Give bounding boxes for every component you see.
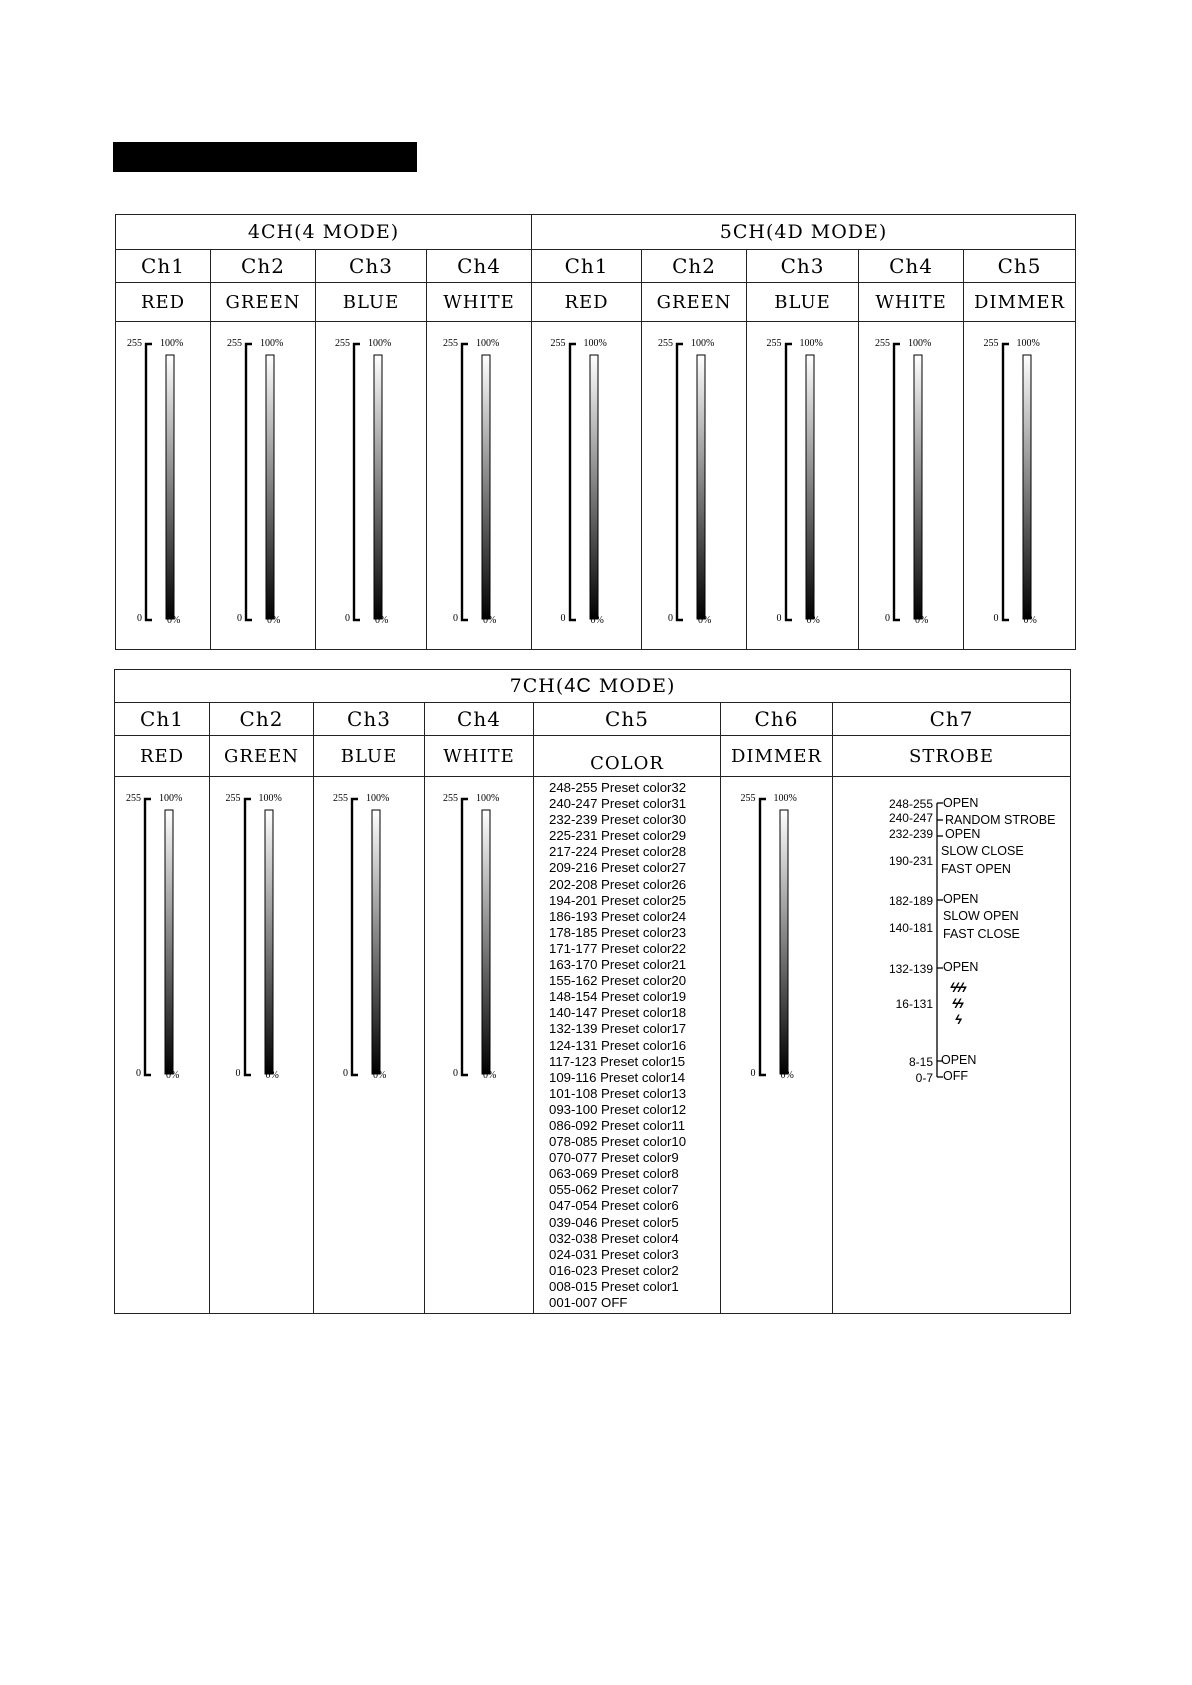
gauge-bottom-value: 0 <box>137 613 142 624</box>
dmx-value-gauge <box>329 336 413 626</box>
gauge-top-value: 255 <box>740 793 756 804</box>
gauge-top-value: 255 <box>983 338 999 349</box>
channel-number: Ch1 <box>116 250 211 283</box>
gauge-ramp-icon <box>437 791 521 1081</box>
strobe-label: FAST CLOSE <box>943 927 1020 941</box>
channel-number: Ch1 <box>115 703 210 736</box>
strobe-label: OPEN <box>941 1053 977 1067</box>
gauge-top-percent: 100% <box>476 338 500 349</box>
gauge-bottom-value: 0 <box>668 613 674 624</box>
gauge-top-value: 255 <box>766 338 782 349</box>
gauge-cell <box>747 322 859 650</box>
color-preset-item: 109-116 Preset color14 <box>549 1069 686 1085</box>
gauge-top-value: 255 <box>443 338 459 349</box>
strobe-label: OPEN <box>943 960 979 974</box>
channel-function: GREEN <box>642 283 747 322</box>
gauge-top-value: 255 <box>227 338 242 349</box>
mode-suffix: MODE) <box>591 674 676 697</box>
gauge-bottom-percent: 0% <box>265 1070 279 1081</box>
strobe-label: SLOW CLOSE <box>941 844 1024 858</box>
gauge-cell <box>642 322 747 650</box>
gauge-bottom-percent: 0% <box>483 1070 497 1081</box>
channel-number: Ch2 <box>642 250 747 283</box>
color-preset-item: 248-255 Preset color32 <box>549 780 687 795</box>
channel-function: WHITE <box>425 736 534 777</box>
color-preset-item: 232-239 Preset color30 <box>549 812 687 828</box>
gauge-ramp-icon <box>545 336 629 626</box>
gauge-bottom-value: 0 <box>345 613 350 624</box>
color-preset-item: 032-038 Preset color4 <box>549 1230 679 1246</box>
gauge-bottom-percent: 0% <box>375 615 389 626</box>
gauge-cell <box>532 322 642 650</box>
gauge-ramp-icon <box>121 336 205 626</box>
gauge-top-value: 255 <box>126 793 141 804</box>
strobe-label: OPEN <box>943 892 979 906</box>
strobe-range: 232-239 <box>888 827 933 841</box>
dmx-table-7ch <box>114 669 1071 1314</box>
gauge-top-value: 255 <box>443 793 458 804</box>
strobe-ranges <box>833 777 1071 1314</box>
dmx-value-gauge <box>761 336 845 626</box>
color-preset-item: 117-123 Preset color15 <box>549 1053 686 1069</box>
gauge-top-value: 255 <box>127 338 142 349</box>
color-preset-item: 171-177 Preset color22 <box>549 940 687 956</box>
gauge-bottom-percent: 0% <box>1023 615 1037 626</box>
color-preset-item: 202-208 Preset color26 <box>549 876 687 892</box>
medium-strobe-icon: ϟϟ <box>952 996 962 1011</box>
dmx-value-gauge <box>121 336 205 626</box>
strobe-range: 182-189 <box>888 894 933 908</box>
dmx-value-gauge <box>735 791 819 1081</box>
gauge-bottom-value: 0 <box>237 613 242 624</box>
channel-number: Ch4 <box>425 703 534 736</box>
dmx-value-gauge <box>437 336 521 626</box>
channel-number: Ch4 <box>859 250 964 283</box>
color-preset-item: 186-193 Preset color24 <box>549 908 687 924</box>
gauge-ramp-icon <box>869 336 953 626</box>
color-preset-item: 070-077 Preset color9 <box>549 1150 679 1166</box>
gauge-top-value: 255 <box>335 338 350 349</box>
gauge-cell <box>859 322 964 650</box>
gauge-ramp-icon <box>978 336 1062 626</box>
color-preset-item: 209-216 Preset color27 <box>549 860 687 876</box>
color-preset-item: 047-054 Preset color6 <box>549 1198 679 1214</box>
gauge-bottom-value: 0 <box>136 1068 141 1079</box>
gauge-ramp-icon <box>652 336 736 626</box>
gauge-top-percent: 100% <box>258 793 282 804</box>
strobe-range: 8-15 <box>908 1055 933 1069</box>
channel-number: Ch5 <box>534 703 721 736</box>
gauge-ramp-icon <box>220 791 304 1081</box>
gauge-bottom-percent: 0% <box>780 1070 794 1081</box>
gauge-bottom-value: 0 <box>750 1068 756 1079</box>
gauge-bottom-value: 0 <box>343 1068 348 1079</box>
section-title-redacted <box>113 142 417 172</box>
strobe-label: RANDOM STROBE <box>945 813 1056 827</box>
channel-number: Ch2 <box>211 250 316 283</box>
gauge-bottom-value: 0 <box>993 613 999 624</box>
color-preset-item: 155-162 Preset color20 <box>549 973 687 989</box>
gauge-bottom-percent: 0% <box>806 615 820 626</box>
color-preset-item: 024-031 Preset color3 <box>549 1246 679 1262</box>
channel-function: GREEN <box>211 283 316 322</box>
gauge-top-percent: 100% <box>773 793 797 804</box>
color-preset-item: 217-224 Preset color28 <box>549 844 687 860</box>
gauge-cell <box>427 322 532 650</box>
gauge-top-percent: 100% <box>476 793 500 804</box>
color-preset-item: 078-085 Preset color10 <box>549 1134 687 1150</box>
channel-number: Ch3 <box>316 250 427 283</box>
gauge-top-percent: 100% <box>260 338 284 349</box>
color-preset-item: 225-231 Preset color29 <box>549 828 687 844</box>
gauge-bottom-value: 0 <box>235 1068 241 1079</box>
strobe-label: OPEN <box>943 796 979 810</box>
channel-number: Ch5 <box>964 250 1076 283</box>
color-preset-item: 178-185 Preset color23 <box>549 924 687 940</box>
gauge-cell <box>115 777 210 1314</box>
gauge-cell <box>316 322 427 650</box>
dmx-value-gauge <box>545 336 629 626</box>
color-preset-item: 055-062 Preset color7 <box>549 1182 679 1198</box>
gauge-bottom-value: 0 <box>885 613 891 624</box>
gauge-ramp-icon <box>120 791 204 1081</box>
gauge-bottom-value: 0 <box>560 613 566 624</box>
channel-number: Ch6 <box>721 703 833 736</box>
gauge-ramp-icon <box>221 336 305 626</box>
channel-number: Ch3 <box>747 250 859 283</box>
strobe-range: 140-181 <box>888 921 933 935</box>
dmx-value-gauge <box>120 791 204 1081</box>
dmx-value-gauge <box>652 336 736 626</box>
gauge-top-percent: 100% <box>159 793 183 804</box>
color-preset-list <box>534 777 721 1314</box>
gauge-ramp-icon <box>761 336 845 626</box>
mode-5ch-header: 5CH(4D MODE) <box>532 215 1076 250</box>
color-preset-item: 086-092 Preset color11 <box>549 1117 686 1133</box>
color-preset-item: 008-015 Preset color1 <box>549 1278 679 1294</box>
channel-function: BLUE <box>314 736 425 777</box>
gauge-top-percent: 100% <box>908 338 932 349</box>
channel-function: WHITE <box>427 283 532 322</box>
channel-function: RED <box>115 736 210 777</box>
channel-number: Ch2 <box>210 703 314 736</box>
dmx-value-gauge <box>978 336 1062 626</box>
channel-function: BLUE <box>747 283 859 322</box>
color-preset-item: 093-100 Preset color12 <box>549 1101 687 1117</box>
channel-function: BLUE <box>316 283 427 322</box>
channel-function: GREEN <box>210 736 314 777</box>
gauge-ramp-icon <box>329 336 413 626</box>
slow-strobe-icon: ϟ <box>955 1012 960 1027</box>
gauge-cell <box>314 777 425 1314</box>
strobe-range: 16-131 <box>895 997 933 1011</box>
gauge-top-value: 255 <box>658 338 674 349</box>
color-preset-item: 163-170 Preset color21 <box>549 957 687 973</box>
gauge-cell <box>721 777 833 1314</box>
gauge-top-percent: 100% <box>691 338 715 349</box>
gauge-bottom-percent: 0% <box>167 615 181 626</box>
gauge-cell <box>210 777 314 1314</box>
channel-function: WHITE <box>859 283 964 322</box>
mode-7ch-header <box>115 670 1071 703</box>
color-preset-item: 132-139 Preset color17 <box>549 1021 687 1037</box>
gauge-top-percent: 100% <box>583 338 607 349</box>
dmx-value-gauge <box>221 336 305 626</box>
strobe-range: 132-139 <box>888 962 933 976</box>
gauge-top-percent: 100% <box>160 338 184 349</box>
gauge-cell <box>116 322 211 650</box>
gauge-bottom-percent: 0% <box>483 615 497 626</box>
gauge-top-value: 255 <box>875 338 891 349</box>
gauge-ramp-icon <box>735 791 819 1081</box>
gauge-ramp-icon <box>437 336 521 626</box>
mode-4ch-header: 4CH(4 MODE) <box>116 215 532 250</box>
dmx-value-gauge <box>220 791 304 1081</box>
mode-prefix: 7CH( <box>509 674 565 697</box>
channel-number: Ch4 <box>427 250 532 283</box>
channel-number: Ch3 <box>314 703 425 736</box>
gauge-bottom-value: 0 <box>776 613 782 624</box>
dmx-value-gauge <box>437 791 521 1081</box>
gauge-bottom-percent: 0% <box>267 615 281 626</box>
gauge-bottom-percent: 0% <box>590 615 604 626</box>
color-preset-item: 016-023 Preset color2 <box>549 1262 679 1278</box>
strobe-range: 240-247 <box>888 811 933 825</box>
gauge-top-percent: 100% <box>799 338 823 349</box>
gauge-cell <box>964 322 1076 650</box>
gauge-ramp-icon <box>327 791 411 1081</box>
color-preset-item: 148-154 Preset color19 <box>549 989 687 1005</box>
color-preset-item: 124-131 Preset color16 <box>549 1037 687 1053</box>
strobe-label: OFF <box>943 1069 968 1083</box>
strobe-range: 248-255 <box>888 797 933 811</box>
channel-function: RED <box>532 283 642 322</box>
gauge-top-percent: 100% <box>368 338 392 349</box>
channel-function: RED <box>116 283 211 322</box>
gauge-bottom-percent: 0% <box>698 615 712 626</box>
gauge-bottom-value: 0 <box>453 1068 458 1079</box>
dmx-value-gauge <box>869 336 953 626</box>
dmx-table-4ch-5ch <box>115 214 1076 650</box>
channel-function: STROBE <box>833 736 1071 777</box>
gauge-bottom-percent: 0% <box>166 1070 180 1081</box>
color-preset-item: 194-201 Preset color25 <box>549 892 687 908</box>
gauge-cell <box>211 322 316 650</box>
color-preset-item: 063-069 Preset color8 <box>549 1166 679 1182</box>
gauge-top-percent: 100% <box>366 793 390 804</box>
dmx-value-gauge <box>327 791 411 1081</box>
color-preset-item: 140-147 Preset color18 <box>549 1005 687 1021</box>
gauge-bottom-value: 0 <box>453 613 459 624</box>
gauge-top-value: 255 <box>333 793 348 804</box>
channel-number: Ch1 <box>532 250 642 283</box>
channel-number: Ch7 <box>833 703 1071 736</box>
color-preset-item: 240-247 Preset color31 <box>549 796 687 812</box>
strobe-label: FAST OPEN <box>941 862 1011 876</box>
strobe-range: 0-7 <box>915 1071 933 1085</box>
channel-function: COLOR <box>534 736 721 777</box>
gauge-bottom-percent: 0% <box>373 1070 387 1081</box>
color-preset-item: 039-046 Preset color5 <box>549 1214 679 1230</box>
color-preset-item: 001-007 OFF <box>549 1295 628 1310</box>
gauge-cell <box>425 777 534 1314</box>
gauge-top-value: 255 <box>225 793 241 804</box>
fast-strobe-icon: ϟϟϟ <box>950 980 965 995</box>
mode-code: 4C <box>564 674 592 697</box>
gauge-top-percent: 100% <box>1016 338 1040 349</box>
gauge-top-value: 255 <box>550 338 566 349</box>
gauge-bottom-percent: 0% <box>915 615 929 626</box>
strobe-label: SLOW OPEN <box>943 909 1019 923</box>
color-preset-item: 101-108 Preset color13 <box>549 1085 687 1101</box>
channel-function: DIMMER <box>964 283 1076 322</box>
strobe-range: 190-231 <box>888 854 933 868</box>
channel-function: DIMMER <box>721 736 833 777</box>
strobe-label: OPEN <box>945 827 981 841</box>
